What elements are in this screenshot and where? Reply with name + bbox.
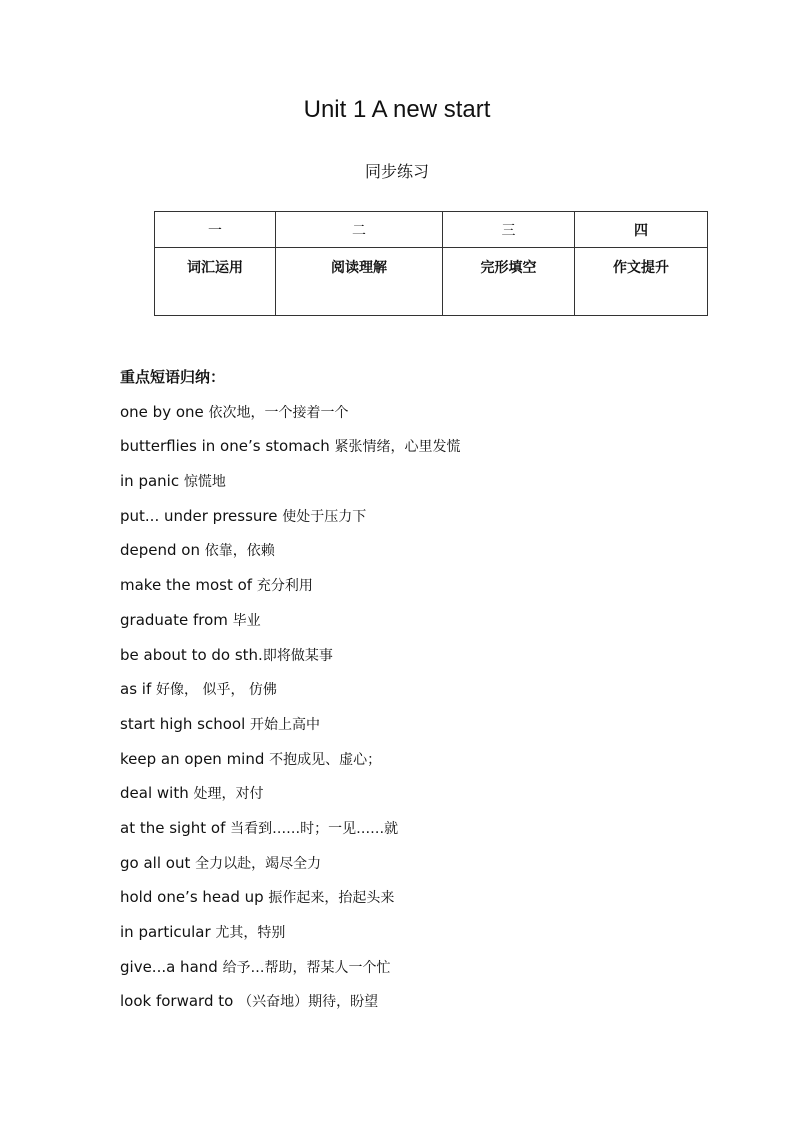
phrase-chinese: 紧张情绪，心里发慌 [334, 439, 461, 456]
phrase-list [120, 360, 740, 1019]
phrase-chinese: 毕业 [232, 612, 261, 629]
phrase-english: at the sight of [120, 818, 231, 837]
phrase-item [120, 950, 740, 985]
phrase-item [120, 776, 740, 811]
phrase-chinese: 给予…帮助，帮某人一个忙 [222, 959, 391, 976]
phrase-item [120, 811, 740, 846]
phrase-english: look forward to [120, 992, 239, 1011]
phrase-item [120, 742, 740, 777]
phrase-item [120, 707, 740, 742]
phrase-chinese: 开始上高中 [250, 716, 321, 733]
phrase-item [120, 533, 740, 568]
phrase-english: be about to do sth. [120, 645, 263, 664]
score-table-section-row [155, 248, 708, 316]
phrase-chinese: （兴奋地）期待，盼望 [238, 994, 379, 1011]
phrase-english: deal with [120, 784, 194, 803]
phrase-chinese: 当看到……时；一见……就 [230, 820, 399, 837]
section-number-cell: 二 [276, 212, 443, 248]
phrase-chinese: 惊慌地 [183, 474, 226, 491]
phrase-english: graduate from [120, 610, 233, 629]
phrase-chinese: 尤其，特别 [215, 925, 286, 941]
phrase-chinese: 处理，对付 [193, 786, 264, 803]
phrase-english: in particular [120, 923, 216, 941]
phrase-english: butterflies in one’s stomach [120, 437, 335, 456]
page-title: Unit 1 A new start [303, 96, 491, 123]
phrase-english: make the most of [120, 576, 257, 595]
score-table-number-row [155, 212, 708, 248]
phrase-chinese: 好像， 似乎， 仿佛 [156, 682, 277, 699]
phrase-english: go all out [120, 853, 196, 872]
phrase-english: in panic [120, 472, 184, 491]
phrase-item [120, 846, 740, 881]
phrase-english: start high school [120, 714, 251, 733]
score-table [154, 211, 708, 316]
phrase-item [120, 603, 740, 638]
phrase-item [120, 638, 740, 673]
phrase-english: hold one’s head up [120, 888, 269, 907]
phrase-english: put... under pressure [120, 506, 283, 525]
phrase-chinese: 依靠，依赖 [204, 543, 275, 560]
section-name-cell: 完形填空 [443, 248, 575, 316]
section-number-cell: 三 [443, 212, 575, 248]
phrase-chinese: 充分利用 [256, 578, 313, 595]
section-number-cell: 一 [155, 212, 276, 248]
phrase-list-heading: 重点短语归纳： [120, 368, 226, 386]
phrase-chinese: 使处于压力下 [282, 508, 367, 525]
phrase-item [120, 984, 740, 1019]
phrase-english: give...a hand [120, 957, 223, 976]
phrase-item [120, 395, 740, 430]
phrase-chinese: 振作起来，抬起头来 [268, 890, 395, 907]
page-subtitle: 同步练习 [364, 162, 429, 181]
phrase-english: as if [120, 680, 156, 699]
section-number-cell: 四 [575, 212, 708, 248]
phrase-item [120, 499, 740, 534]
section-name-cell: 阅读理解 [276, 248, 443, 316]
phrase-chinese: 依次地，一个接着一个 [208, 404, 349, 421]
phrase-item [120, 568, 740, 603]
phrase-chinese: 不抱成见、虚心； [269, 751, 382, 768]
phrase-item [120, 880, 740, 915]
phrase-item [120, 464, 740, 499]
phrase-item [120, 429, 740, 464]
section-name-cell: 作文提升 [575, 248, 708, 316]
section-name-cell: 词汇运用 [155, 248, 276, 316]
phrase-english: one by one [120, 402, 209, 421]
phrase-english: depend on [120, 541, 205, 560]
phrase-english: keep an open mind [120, 749, 270, 768]
phrase-chinese: 全力以赴，竭尽全力 [195, 855, 322, 872]
phrase-item [120, 672, 740, 707]
phrase-item [120, 915, 740, 950]
phrase-chinese: 即将做某事 [262, 647, 333, 664]
